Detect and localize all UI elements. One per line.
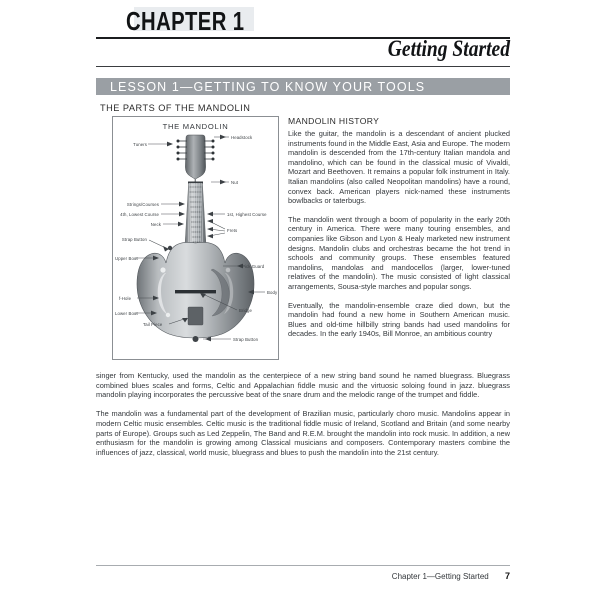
history-paragraph-3-wide: singer from Kentucky, used the mandolin as the centerpiece of a new string band sound he named bluegrass. Bluegrass combined blues scales and forms, Celtic and Appalachian fiddle music and the virtuosic soloing found in jazz. bluegrass mandolin playing incorporates the percussive beat of the snare drum and the melodic range of the trumpet and fiddle. [96, 371, 510, 400]
history-paragraph-3-narrow: Eventually, the mandolin-ensemble craze died down, but the mandolin had found a new home in Southern American music. Blues and old-time hillbilly string bands had used mandolins for decades. In the early 1940s, Bill Monroe, an ambitious country [288, 300, 510, 339]
lesson-banner-label: LESSON 1—GETTING TO KNOW YOUR TOOLS [110, 80, 426, 94]
mandolin-diagram [112, 116, 279, 360]
diagram-label-headstock: Headstock [231, 135, 253, 140]
footer-rule [96, 565, 510, 566]
diagram-label-f-hole: f-Hole [119, 296, 132, 301]
diagram-label-strings-courses: Strings/Courses [126, 202, 159, 207]
chapter-title: CHAPTER 1 [126, 6, 245, 36]
subtitle-rule [96, 66, 510, 67]
diagram-title: THE MANDOLIN [162, 122, 229, 131]
diagram-label-nut: Nut [231, 180, 238, 185]
diagram-label-lower-bout: Lower Bout [115, 311, 138, 316]
chapter-header [96, 6, 510, 34]
history-paragraph-4: The mandolin was a fundamental part of the development of Brazilian music, particularly choro music. Mandolins appear in modern Celtic music ensembles. Celtic music is the traditional fiddle music of Ireland, Scotland and Britain (and some nearby parts of Europe). Groups such as Led Zeppelin, The Band and R.E.M. brought the mandolin into rock music. In addition, a new enthusiasm for the mandolin is growing among Classical musicians and composers. Contemporary masters combine the influences of jazz, classical, world music, bluegrass and blues to push the mandolin into the 21st century. [96, 409, 510, 457]
history-paragraph-1: Like the guitar, the mandolin is a descendant of ancient plucked instruments found in the Middle East, Asia and Europe. The modern mandolin is descended from the 17th-century Italian mandola and mandolino, which can be found in the classical music of Vivaldi, Mozart and Beethoven. It remains a popular folk instrument in Italy. Italian mandolins (also called Neopolitan mandolins) have a round, convex back. American players nick-named these instruments bowlbacks or taterbugs. [288, 129, 510, 206]
diagram-label-upper-bout: Upper Bout [115, 256, 138, 261]
diagram-label-first-course: 1st, Highest Course [227, 212, 267, 217]
page-footer [96, 571, 510, 581]
history-paragraph-2: The mandolin went through a boom of popularity in the early 20th century in America. There were many touring ensembles, and companies like Gibson and Lyon & Healy marketed new instrument designs. Mandolin clubs and orchestras became the hot trend in schools and community groups. These ensembles featured mandolins, mandolas and mandocellos (larger, lower-tuned relatives of the mandolin). The music consisted of light classical arrangements, Sousa-style marches and popular songs. [288, 214, 510, 291]
diagram-label-frets: Frets [227, 228, 238, 233]
footer-page-number: 7 [504, 571, 510, 581]
lesson-banner [96, 78, 510, 95]
history-column [288, 116, 510, 348]
diagram-label-neck: Neck [150, 222, 161, 227]
history-heading: MANDOLIN HISTORY [288, 116, 380, 126]
footer-chapter-ref: Chapter 1—Getting Started [391, 572, 489, 581]
chapter-subtitle: Getting Started [387, 36, 510, 61]
diagram-label-tail-piece: Tail Piece [143, 322, 163, 327]
diagram-label-tuners: Tuners [133, 142, 147, 147]
diagram-label-pick-guard: Pick Guard [242, 264, 265, 269]
body-column [96, 371, 510, 467]
diagram-label-strap-button-bottom: Strap Button [233, 337, 259, 342]
diagram-label-bridge: Bridge [239, 308, 253, 313]
diagram-label-strap-button-top: Strap Button [121, 237, 147, 242]
diagram-label-body: Body [267, 290, 278, 295]
diagram-label-fourth-course: 4th, Lowest Course [120, 212, 159, 217]
section-heading: THE PARTS OF THE MANDOLIN [100, 103, 251, 113]
